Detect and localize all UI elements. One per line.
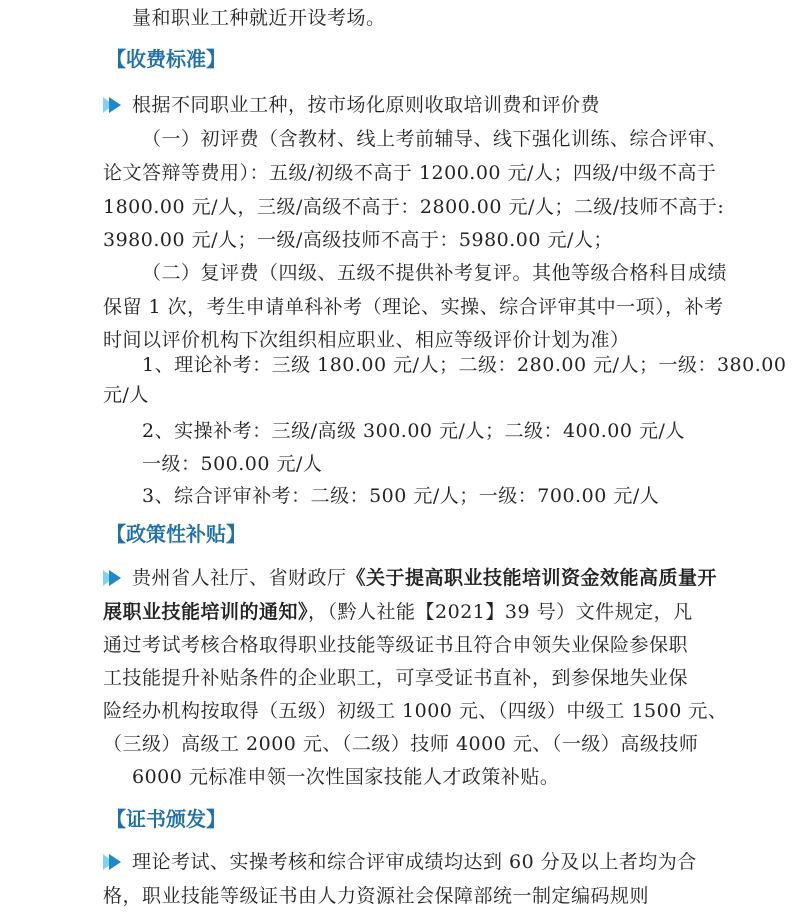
initial-fee-line: 论文答辩等费用）：五级/初级不高于 1200.00 元/人；四级/中级不高于 <box>103 162 717 184</box>
subsidy-line: 险经办机构按取得（五级）初级工 1000 元、（四级）中级工 1500 元、 <box>103 700 728 722</box>
subsidy-line: 工技能提升补贴条件的企业职工，可享受证书直补，到参保地失业保 <box>103 667 689 689</box>
subsidy-line: 通过考试考核合格取得职业技能等级证书且符合申领失业保险参保职 <box>103 634 689 656</box>
fees-heading: 【收费标准】 <box>106 47 226 71</box>
subsidy-line: 6000 元标准申领一次性国家技能人才政策补贴。 <box>132 766 560 788</box>
theory-retake-line: 1、理论补考：三级 180.00 元/人；二级：280.00 元/人；一级：380.00 <box>142 354 787 376</box>
practical-retake-line: 一级：500.00 元/人 <box>142 453 323 475</box>
subsidy-notice-title-cont: 展职业技能培训的通知》 <box>103 601 309 623</box>
certificate-line: 格，职业技能等级证书由人力资源社会保障部统一制定编码规则 <box>103 885 650 907</box>
re-fee-line: 时间以评价机构下次组织相应职业、相应等级评价计划为准） <box>103 329 630 351</box>
practical-retake-line: 2、实操补考：三级/高级 300.00 元/人；二级：400.00 元/人 <box>142 420 685 442</box>
arrow-bullet-icon <box>103 852 123 872</box>
review-retake-line: 3、综合评审补考：二级：500 元/人；一级：700.00 元/人 <box>142 485 660 507</box>
certificate-heading: 【证书颁发】 <box>106 807 226 831</box>
arrow-bullet-icon <box>103 568 123 588</box>
subsidy-issuer: 贵州省人社厅、省财政厅 <box>132 567 347 589</box>
fees-lead: 根据不同职业工种，按市场化原则收取培训费和评价费 <box>132 94 601 116</box>
re-fee-line: （二）复评费（四级、五级不提供补考复评。其他等级合格科目成绩 <box>142 262 728 284</box>
subsidy-line-2 <box>103 598 693 626</box>
certificate-line: 理论考试、实操考核和综合评审成绩均达到 60 分及以上者均为合 <box>132 851 697 873</box>
arrow-bullet-icon <box>103 95 123 115</box>
subsidy-line-1 <box>132 564 717 592</box>
initial-fee-line: 3980.00 元/人；一级/高级技师不高于：5980.00 元/人； <box>103 229 613 251</box>
subsidy-line: （三级）高级工 2000 元、（二级）技师 4000 元、（一级）高级技师 <box>103 733 699 755</box>
re-fee-line: 保留 1 次，考生申请单科补考（理论、实操、综合评审其中一项），补考 <box>103 296 724 318</box>
intro-line: 量和职业工种就近开设考场。 <box>132 7 386 29</box>
theory-retake-line: 元/人 <box>103 384 149 406</box>
subsidy-doc-number: ，（黔人社能【2021】39 号）文件规定，凡 <box>308 601 693 623</box>
subsidy-heading: 【政策性补贴】 <box>106 522 246 546</box>
initial-fee-line: （一）初评费（含教材、线上考前辅导、线下强化训练、综合评审、 <box>142 128 728 150</box>
subsidy-notice-title: 《关于提高职业技能培训资金效能高质量开 <box>346 567 718 589</box>
initial-fee-line: 1800.00 元/人，三级/高级不高于：2800.00 元/人；二级/技师不高于: <box>103 196 725 218</box>
